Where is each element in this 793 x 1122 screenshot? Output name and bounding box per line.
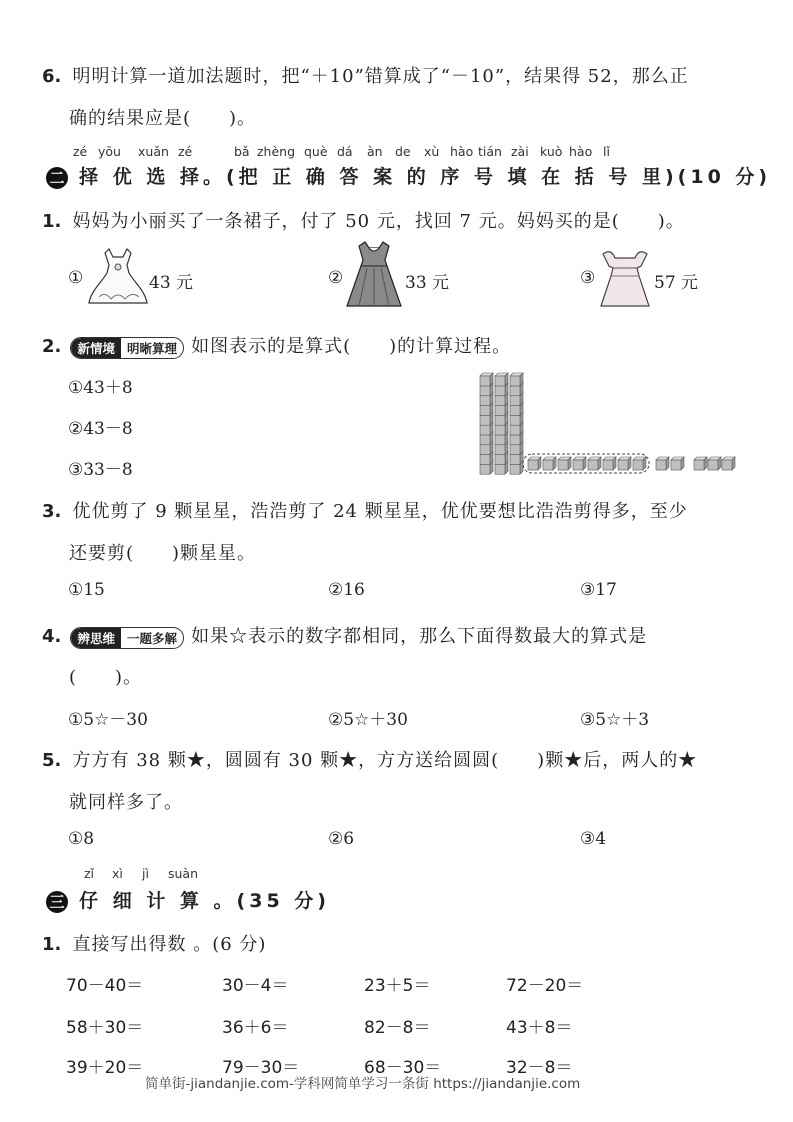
footer-watermark: 简单街-jiandanjie.com-学科网简单学习一条街 https://jiandanjie.com xyxy=(145,1076,581,1092)
unit-cube xyxy=(558,457,571,470)
tag-right: 明晰算理 xyxy=(126,340,177,356)
question-6-line2: 确的结果应是( )。 xyxy=(69,108,257,129)
price-label: 43 元 xyxy=(149,273,194,293)
pinyin: zài xyxy=(511,144,529,159)
question-number: 5. xyxy=(42,750,62,771)
pinyin: xì xyxy=(112,866,123,881)
unit-cube xyxy=(633,457,646,470)
price-label: 57 元 xyxy=(654,273,699,293)
option-1[interactable]: ①8 xyxy=(68,829,95,849)
calc-item[interactable]: 58＋30＝ xyxy=(66,1018,144,1038)
calc-item[interactable]: 82－8＝ xyxy=(364,1018,431,1038)
question-text: 如图表示的是算式( )的计算过程。 xyxy=(191,336,512,357)
calc-item[interactable]: 32－8＝ xyxy=(506,1058,573,1078)
option-3[interactable]: ③5☆＋3 xyxy=(580,710,650,730)
unit-cube xyxy=(528,457,541,470)
question-number: 4. xyxy=(42,626,62,647)
calc-question-1 xyxy=(42,930,266,956)
question-4-line2: ( )。 xyxy=(69,667,143,688)
option-2[interactable]: ②6 xyxy=(328,829,355,849)
pinyin: xuǎn xyxy=(138,144,169,159)
mc-question-2 xyxy=(42,332,511,359)
section-title: 择 优 选 择。(把 正 确 答 案 的 序 号 填 在 括 号 里)(10 分) xyxy=(79,166,772,188)
question-5-line2: 就同样多了。 xyxy=(69,792,183,813)
unit-cube xyxy=(510,373,523,386)
option-3[interactable]: ③17 xyxy=(580,580,617,600)
tag-badge xyxy=(70,337,184,359)
unit-cube xyxy=(603,457,616,470)
section-2-header xyxy=(46,162,771,189)
pinyin: hào xyxy=(450,144,474,159)
option-mark[interactable]: ② xyxy=(328,268,344,288)
option-mark[interactable]: ③ xyxy=(580,268,596,288)
pinyin: hào xyxy=(569,144,593,159)
question-text: 优优剪了 9 颗星星，浩浩剪了 24 颗星星，优优要想比浩浩剪得多，至少 xyxy=(72,501,688,522)
question-number: 3. xyxy=(42,501,62,522)
calc-item[interactable]: 72－20＝ xyxy=(506,976,584,996)
option-2[interactable]: ②16 xyxy=(328,580,365,600)
white-dress-icon xyxy=(85,245,151,307)
pinyin: zǐ xyxy=(84,866,95,881)
tag-left: 辨思维 xyxy=(71,628,121,648)
mc-question-5 xyxy=(42,746,697,772)
unit-cube xyxy=(656,457,669,470)
question-text: 如果☆表示的数字都相同，那么下面得数最大的算式是 xyxy=(191,626,648,647)
unit-cube xyxy=(722,457,735,470)
unit-cube xyxy=(495,373,508,386)
calc-item[interactable]: 30－4＝ xyxy=(222,976,289,996)
unit-cube xyxy=(671,457,684,470)
question-number: 6. xyxy=(42,66,62,87)
grey-dress-icon xyxy=(345,238,403,310)
section-3-header xyxy=(46,886,330,913)
question-6 xyxy=(42,62,689,88)
question-text: 直接写出得数 。(6 分) xyxy=(72,934,267,955)
section-badge: 二 xyxy=(46,167,68,189)
calc-item[interactable]: 43＋8＝ xyxy=(506,1018,573,1038)
pinyin: de xyxy=(395,144,411,159)
pinyin: lǐ xyxy=(603,144,610,159)
question-number: 2. xyxy=(42,336,62,357)
question-text: 方方有 38 颗★，圆圆有 30 颗★，方方送给圆圆( )颗★后，两人的★ xyxy=(72,750,698,771)
pinyin: tián xyxy=(478,144,502,159)
mc-question-3 xyxy=(42,497,688,523)
calc-item[interactable]: 39＋20＝ xyxy=(66,1058,144,1078)
section-badge: 三 xyxy=(46,891,68,913)
pinyin: kuò xyxy=(540,144,563,159)
unit-cube xyxy=(480,373,493,386)
pinyin: yōu xyxy=(98,144,121,159)
option-3[interactable]: ③4 xyxy=(580,829,607,849)
mc-question-1 xyxy=(42,207,685,233)
tag-left: 新情境 xyxy=(71,338,121,358)
unit-cube xyxy=(588,457,601,470)
price-label: 33 元 xyxy=(405,273,450,293)
pinyin: àn xyxy=(367,144,383,159)
option-mark[interactable]: ① xyxy=(68,268,84,288)
option-1[interactable]: ①5☆－30 xyxy=(68,710,148,730)
pinyin: jì xyxy=(142,866,149,881)
unit-cube xyxy=(694,457,707,470)
pinyin: què xyxy=(304,144,328,159)
question-text: 妈妈为小丽买了一条裙子，付了 50 元，找回 7 元。妈妈买的是( )。 xyxy=(72,211,685,232)
calc-item[interactable]: 70－40＝ xyxy=(66,976,144,996)
pinyin: bǎ xyxy=(234,144,250,159)
pinyin: xù xyxy=(424,144,440,159)
option-2[interactable]: ②43－8 xyxy=(68,419,133,439)
pinyin: suàn xyxy=(168,866,199,881)
calc-item[interactable]: 68－30＝ xyxy=(364,1058,442,1078)
unit-cube xyxy=(708,457,721,470)
mc-question-4 xyxy=(42,622,647,649)
question-number: 1. xyxy=(42,211,62,232)
pinyin: zhèng xyxy=(257,144,296,159)
pink-dress-icon xyxy=(597,244,653,310)
question-text: 明明计算一道加法题时，把“＋10”错算成了“－10”，结果得 52，那么正 xyxy=(72,66,689,87)
unit-cube xyxy=(543,457,556,470)
option-1[interactable]: ①43＋8 xyxy=(68,378,133,398)
pinyin: zé xyxy=(73,144,88,159)
calc-item[interactable]: 36＋6＝ xyxy=(222,1018,289,1038)
tag-badge xyxy=(70,627,184,649)
unit-cube xyxy=(573,457,586,470)
question-number: 1. xyxy=(42,934,62,955)
option-1[interactable]: ①15 xyxy=(68,580,105,600)
option-3[interactable]: ③33－8 xyxy=(68,460,133,480)
pinyin: zé xyxy=(178,144,193,159)
section-title: 仔 细 计 算 。(35 分) xyxy=(79,890,330,912)
unit-cube xyxy=(618,457,631,470)
option-2[interactable]: ②5☆＋30 xyxy=(328,710,408,730)
base-ten-blocks-diagram xyxy=(476,370,738,476)
calc-item[interactable]: 79－30＝ xyxy=(222,1058,300,1078)
tag-right: 一题多解 xyxy=(126,630,177,646)
calc-item[interactable]: 23＋5＝ xyxy=(364,976,431,996)
question-3-line2: 还要剪( )颗星星。 xyxy=(69,543,257,564)
pinyin: dá xyxy=(337,144,353,159)
